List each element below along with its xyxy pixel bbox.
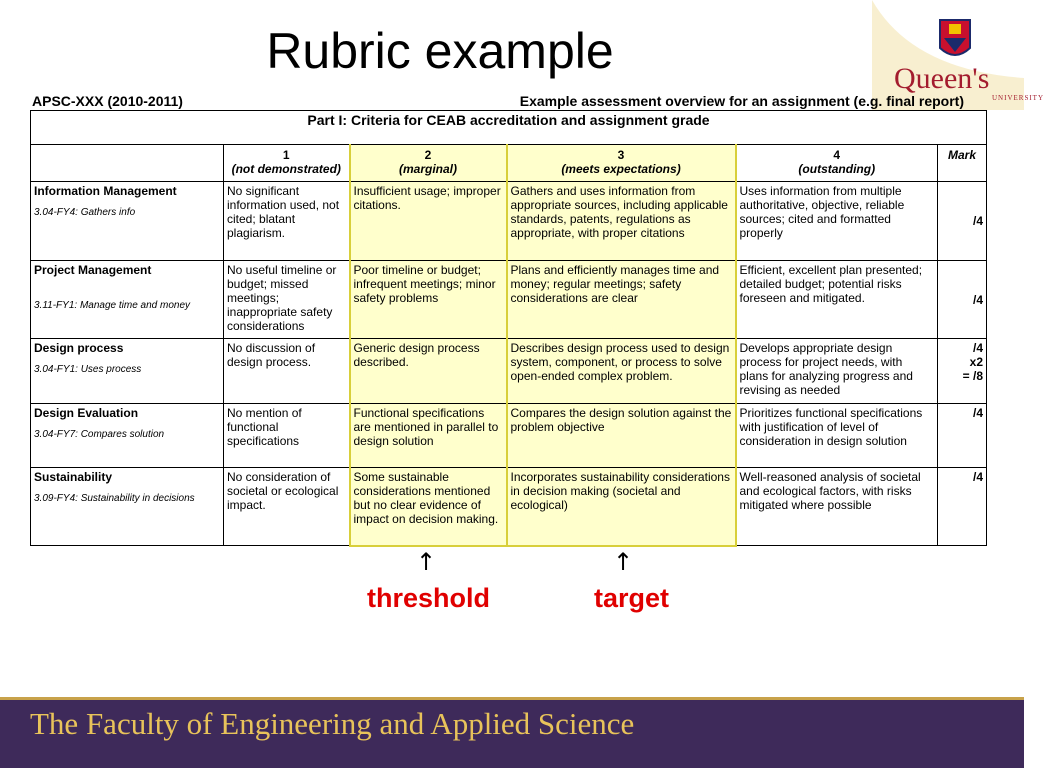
rubric-header: [30, 91, 986, 111]
criterion-code: 3.11-FY1: Manage time and money: [34, 300, 191, 311]
criterion-name: Design process: [34, 341, 124, 355]
level-2-cell: Generic design process described.: [350, 339, 507, 404]
table-row: [31, 468, 987, 546]
mark-cell: /4: [938, 404, 987, 468]
level-1-cell: No useful timeline or budget; missed meetings; inappropriate safety considerations: [224, 261, 350, 339]
criterion-name: Design Evaluation: [34, 406, 139, 420]
criterion-name: Sustainability: [34, 470, 113, 484]
criterion-name: Project Management: [34, 263, 152, 277]
criterion-code: 3.04-FY7: Compares solution: [34, 429, 165, 440]
threshold-label: threshold: [367, 583, 491, 613]
criterion-cell: [31, 404, 224, 468]
target-label: target: [594, 583, 670, 613]
criterion-cell: [31, 339, 224, 404]
level-1-header: 1 (not demonstrated): [224, 145, 350, 182]
table-row: [31, 339, 987, 404]
slide-title: Rubric example: [266, 23, 614, 79]
table-row: [31, 182, 987, 261]
level-4-cell: Develops appropriate design process for project needs, with plans for analyzing progress and revising as needed: [736, 339, 938, 404]
level-4-cell: Prioritizes functional specifications with justification of level of consideration in design solution: [736, 404, 938, 468]
course-code: APSC-XXX (2010-2011): [32, 93, 183, 109]
logo-subtitle: UNIVERSITY: [992, 94, 1044, 102]
criterion-code: 3.04-FY1: Uses process: [34, 364, 142, 375]
level-3-cell: Incorporates sustainability considerations in decision making (societal and ecological): [507, 468, 736, 546]
threshold-arrow-icon: ↑: [416, 548, 437, 576]
mark-header: Mark: [938, 145, 987, 182]
footer-divider: [0, 697, 1024, 700]
level-2-cell: Functional specifications are mentioned in parallel to design solution: [350, 404, 507, 468]
level-1-cell: No discussion of design process.: [224, 339, 350, 404]
criterion-code: 3.09-FY4: Sustainability in decisions: [34, 493, 195, 504]
level-4-cell: Uses information from multiple authoritative, objective, reliable sources; cited and formatted properly: [736, 182, 938, 261]
table-row: [31, 404, 987, 468]
mark-value: /4: [972, 341, 983, 355]
level-1-cell: No significant information used, not cited; blatant plagiarism.: [224, 182, 350, 261]
level-1-cell: No mention of functional specifications: [224, 404, 350, 468]
rubric-table: [30, 110, 987, 547]
mark-multiplier: x2: [969, 355, 983, 369]
mark-cell: /4: [938, 261, 987, 339]
level-3-cell: Describes design process used to design system, component, or process to solve open-ended complex problem.: [507, 339, 736, 404]
footer-text: The Faculty of Engineering and Applied Science: [30, 706, 635, 741]
level-2-header: 2 (marginal): [350, 145, 507, 182]
part-row: [31, 111, 987, 145]
mark-cell: /4: [938, 182, 987, 261]
level-3-header: 3 (meets expectations): [507, 145, 736, 182]
level-2-cell: Insufficient usage; improper citations.: [350, 182, 507, 261]
criterion-cell: [31, 261, 224, 339]
level-3-cell: Plans and efficiently manages time and money; regular meetings; safety considerations are clear: [507, 261, 736, 339]
level-4-header: 4 (outstanding): [736, 145, 938, 182]
criterion-cell: [31, 182, 224, 261]
criterion-cell: [31, 468, 224, 546]
overview-title: Example assessment overview for an assignment (e.g. final report): [519, 93, 964, 109]
logo-name: Queen's: [894, 62, 990, 95]
level-3-cell: Compares the design solution against the problem objective: [507, 404, 736, 468]
level-1-cell: No consideration of societal or ecological impact.: [224, 468, 350, 546]
mark-total: = /8: [962, 369, 983, 383]
part-title: Part I: Criteria for CEAB accreditation and assignment grade: [31, 111, 987, 145]
criterion-name: Information Management: [34, 184, 177, 198]
mark-cell: /4: [938, 468, 987, 546]
table-row: [31, 261, 987, 339]
criterion-code: 3.04-FY4: Gathers info: [34, 207, 136, 218]
target-arrow-icon: ↑: [613, 548, 634, 576]
level-4-cell: Efficient, excellent plan presented; detailed budget; potential risks foreseen and mitigated.: [736, 261, 938, 339]
levels-row: [31, 145, 987, 182]
criteria-header-cell: [31, 145, 224, 182]
level-3-cell: Gathers and uses information from appropriate sources, including applicable standards, patents, regulations as appropriate, with proper citations: [507, 182, 736, 261]
level-2-cell: Some sustainable considerations mentioned but no clear evidence of impact on decision making.: [350, 468, 507, 546]
level-2-cell: Poor timeline or budget; infrequent meetings; minor safety problems: [350, 261, 507, 339]
level-4-cell: Well-reasoned analysis of societal and ecological factors, with risks mitigated where possible: [736, 468, 938, 546]
mark-cell: [938, 339, 987, 404]
